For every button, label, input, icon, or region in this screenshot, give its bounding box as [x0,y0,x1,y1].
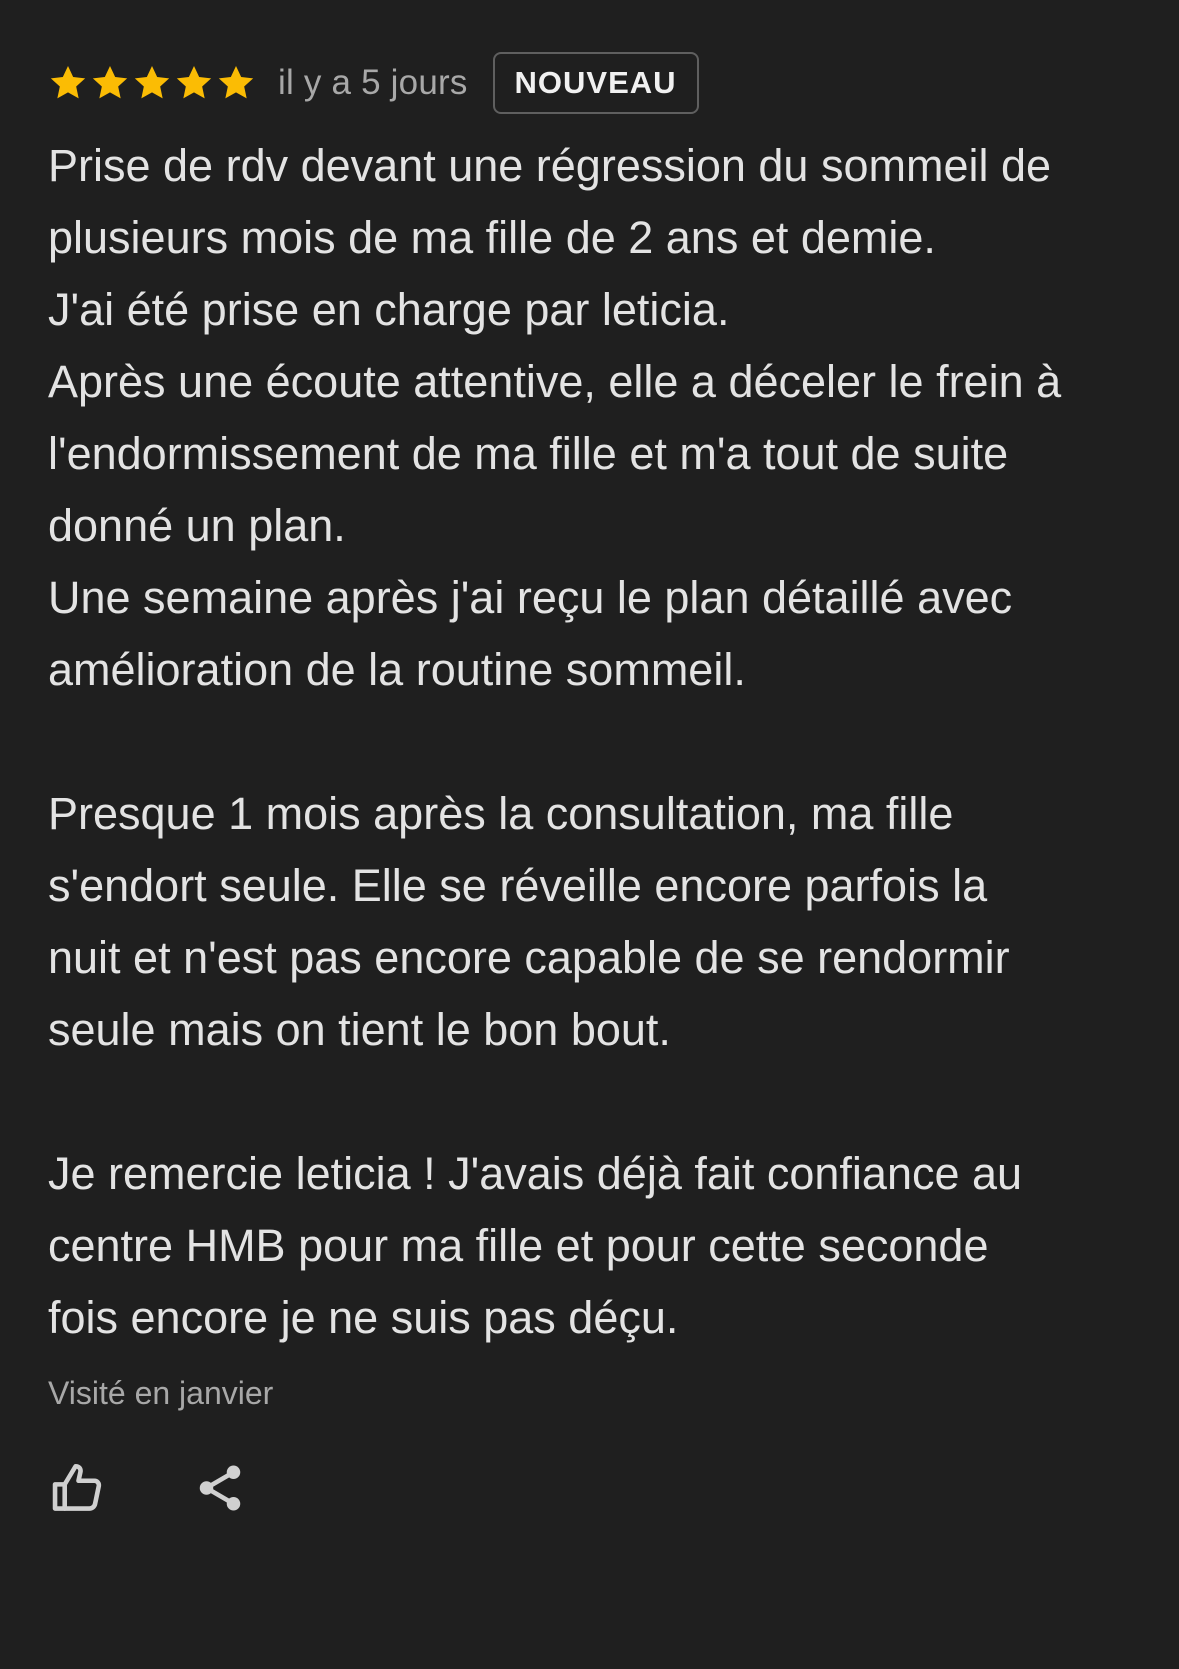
like-button[interactable] [48,1458,108,1518]
review-text-line: l'endormissement de ma fille et m'a tout de suite [48,428,1009,479]
review-text-line: fois encore je ne suis pas déçu. [48,1292,679,1343]
review-text-line: Une semaine après j'ai reçu le plan détaillé avec [48,572,1013,623]
star-icon [174,63,214,103]
review-actions [48,1458,1148,1518]
review-text-line: Prise de rdv devant une régression du sommeil de [48,140,1052,191]
review-text-line: donné un plan. [48,500,346,551]
review-text-line: Presque 1 mois après la consultation, ma fille [48,788,954,839]
paragraph-break [48,706,1148,778]
review-text-line: J'ai été prise en charge par leticia. [48,284,730,335]
review-text-line: Après une écoute attentive, elle a déceler le frein à [48,356,1062,407]
review-text-line: nuit et n'est pas encore capable de se rendormir [48,932,1010,983]
star-icon [48,63,88,103]
paragraph-break [48,1066,1148,1138]
visited-date: Visité en janvier [48,1375,274,1411]
share-icon [193,1461,247,1515]
star-rating [48,63,256,103]
review-text-line: Je remercie leticia ! J'avais déjà fait confiance au [48,1148,1023,1199]
star-icon [132,63,172,103]
thumbs-up-icon [49,1459,107,1517]
new-badge: NOUVEAU [493,52,699,114]
review-card [48,50,1148,1518]
review-text-line: centre HMB pour ma fille et pour cette seconde [48,1220,989,1271]
review-text-line: plusieurs mois de ma fille de 2 ans et demie. [48,212,936,263]
review-date: il y a 5 jours [278,63,468,102]
review-text [48,130,1148,1354]
star-icon [90,63,130,103]
review-text-line: s'endort seule. Elle se réveille encore parfois la [48,860,988,911]
review-text-line: seule mais on tient le bon bout. [48,1004,671,1055]
review-meta [48,50,1148,116]
share-button[interactable] [190,1458,250,1518]
star-icon [216,63,256,103]
review-text-line: amélioration de la routine sommeil. [48,644,746,695]
